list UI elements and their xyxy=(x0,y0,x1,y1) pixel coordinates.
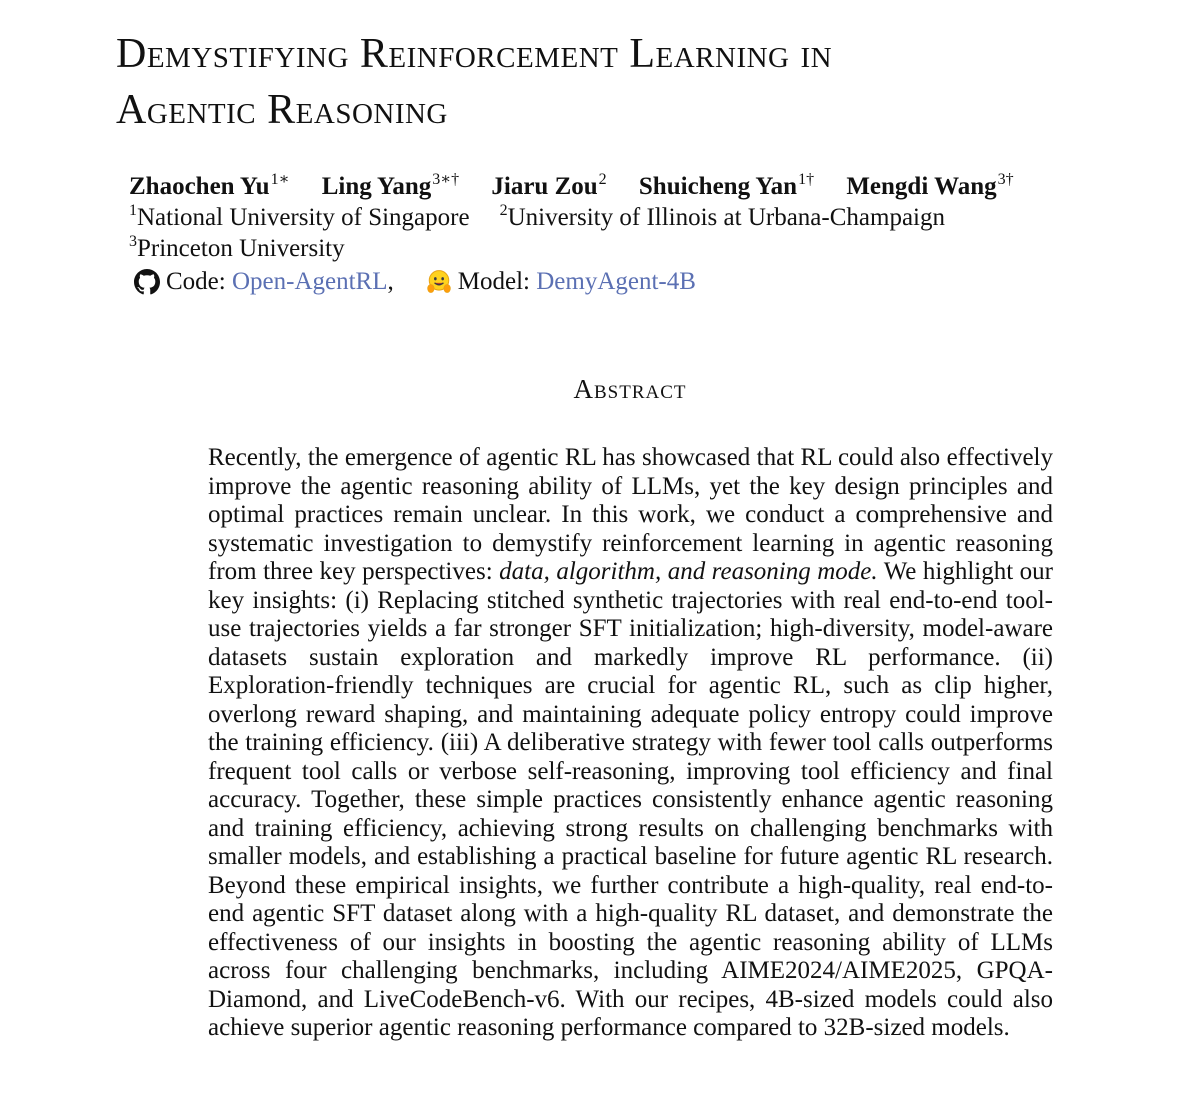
affiliation-name: University of Illinois at Urbana-Champaign xyxy=(507,204,945,231)
author-affiliation-mark: 1† xyxy=(798,171,815,188)
affiliation-name: Princeton University xyxy=(137,235,345,262)
github-icon xyxy=(134,269,160,295)
author-name: Shuicheng Yan xyxy=(638,173,798,200)
abstract-text-part-2: We highlight our key insights: (i) Replacing stitched synthetic trajectories with real end-to-end tool-use trajectories yields a far stronger SFT initialization; high-diversity, model-aware datasets sustain exploration and markedly improve RL performance. (ii) Exploration-friendly techniques are crucial for agentic RL, such as clip higher, overlong reward shaping, and maintaining adequate policy entropy could improve the training efficiency. (iii) A deliberative strategy with fewer tool calls outperforms frequent tool calls or verbose self-reasoning, improving tool efficiency and final accuracy. Together, these simple practices consistently enhance agentic reasoning and training efficiency, achieving strong results on challenging benchmarks with smaller models, and establishing a practical baseline for future agentic RL research. Beyond these empirical insights, we further contribute a high-quality, real end-to-end agentic SFT dataset along with a high-quality RL dataset, and demonstrate the effectiveness of our insights in boosting the agentic reasoning ability of LLMs across four challenging benchmarks, including AIME2024/AIME2025, GPQA-Diamond, and LiveCodeBench-v6. With our recipes, 4B-sized models could also achieve superior agentic reasoning performance compared to 32B-sized models. xyxy=(208,558,1053,1041)
resource-links xyxy=(134,267,696,297)
affiliation xyxy=(129,235,345,262)
author-affiliation-mark: 1∗ xyxy=(270,171,290,188)
author-affiliation-mark: 3† xyxy=(997,171,1014,188)
code-link[interactable]: Open-AgentRL xyxy=(231,268,388,295)
affiliation-row xyxy=(129,234,345,264)
author-name: Mengdi Wang xyxy=(846,173,997,200)
paper-title-line-2: Agentic Reasoning xyxy=(116,87,448,133)
author xyxy=(129,173,289,200)
model-label: Model: xyxy=(457,268,530,295)
model-link[interactable]: DemyAgent-4B xyxy=(536,268,696,295)
code-label: Code: xyxy=(166,268,226,295)
author-affiliation-mark: 3∗† xyxy=(432,171,460,188)
affiliation-mark: 3 xyxy=(129,233,137,250)
link-separator: , xyxy=(387,268,394,295)
author xyxy=(491,173,606,200)
abstract-text-part-1: Recently, the emergence of agentic RL has showcased that RL could also effectively improve the agentic reasoning ability of LLMs, yet the key design principles and optimal practices remain unclear. In this work, we conduct a comprehensive and systematic investigation to demystify reinforcement learning in agentic reasoning from three key perspectives: xyxy=(208,444,1053,585)
author xyxy=(322,173,459,200)
author-affiliation-mark: 2 xyxy=(598,171,607,188)
author-name: Zhaochen Yu xyxy=(129,173,270,200)
hugging-face-icon xyxy=(426,269,452,295)
affiliation-mark: 1 xyxy=(129,202,137,219)
paper-title xyxy=(116,26,1116,138)
abstract-emphasis: data, algorithm, and reasoning mode. xyxy=(499,558,878,585)
affiliation-name: National University of Singapore xyxy=(137,204,470,231)
abstract-heading: Abstract xyxy=(573,374,687,404)
affiliation-mark: 2 xyxy=(499,202,508,219)
affiliation xyxy=(500,204,945,231)
author-name: Ling Yang xyxy=(321,173,432,200)
paper-title-line-1: Demystifying Reinforcement Learning in xyxy=(116,31,833,77)
affiliation xyxy=(129,204,470,231)
affiliation-row xyxy=(129,203,945,233)
author xyxy=(639,173,814,200)
author-list xyxy=(129,172,1014,202)
author xyxy=(846,173,1013,200)
abstract-body xyxy=(208,444,1053,1043)
author-name: Jiaru Zou xyxy=(491,173,598,200)
